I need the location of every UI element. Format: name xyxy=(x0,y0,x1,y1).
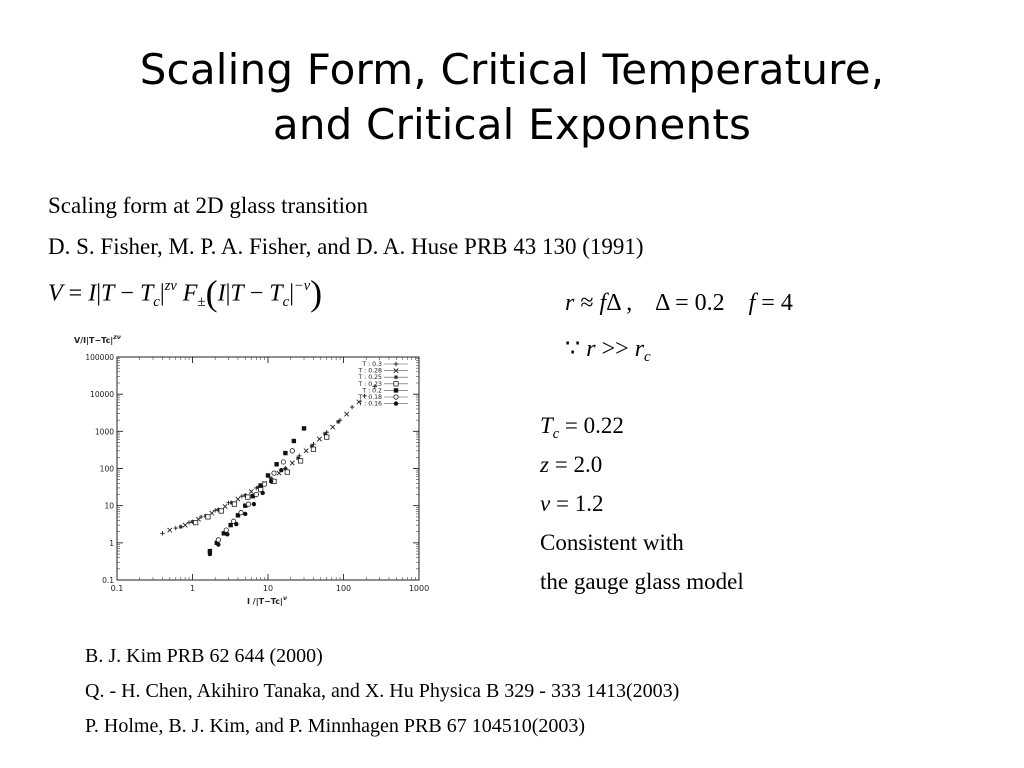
legend-label: T : 0.25 xyxy=(358,374,382,382)
data-point-series-4 xyxy=(274,462,278,466)
data-point-series-0 xyxy=(174,526,178,530)
condition-equation: r ≈ fΔ , Δ = 0.2 f = 4 xyxy=(565,290,793,316)
x-tick-label: 1 xyxy=(189,584,196,593)
data-point-series-1 xyxy=(304,449,308,453)
x-axis-label: I $/|T-Tc|^\nu$ xyxy=(247,595,287,606)
slide-title xyxy=(0,42,1024,152)
nu-result: ν = 1.2 xyxy=(540,491,604,516)
x-tick-label: 1000 xyxy=(408,584,430,593)
fisher-citation: D. S. Fisher, M. P. A. Fisher, and D. A. Huse PRB 43 130 (1991) xyxy=(48,234,644,259)
scaling-plot xyxy=(62,330,442,610)
data-point-series-5 xyxy=(216,538,220,542)
legend-marker xyxy=(394,388,398,392)
data-point-series-6 xyxy=(279,468,283,472)
tc-result: $T_c = 0.22$ xyxy=(540,413,624,442)
delta-value: 0.2 xyxy=(694,290,725,316)
data-point-series-3 xyxy=(325,435,329,439)
because-condition: ∵ $r >> r_c$ xyxy=(565,336,651,366)
legend-marker xyxy=(394,401,398,405)
scaling-form-heading: Scaling form at 2D glass transition xyxy=(48,193,369,218)
data-point-series-1 xyxy=(344,412,348,416)
data-point-series-2 xyxy=(179,525,183,529)
y-tick-label: 1 xyxy=(109,538,114,548)
z-value: 2.0 xyxy=(573,452,603,477)
data-point-series-5 xyxy=(224,528,228,532)
y-tick-label: 100 xyxy=(99,464,114,474)
data-point-series-3 xyxy=(232,502,236,506)
data-point-series-3 xyxy=(246,495,250,499)
data-point-series-6 xyxy=(225,532,229,536)
reference-kim: B. J. Kim PRB 62 644 (2000) xyxy=(85,645,323,667)
data-point-series-5 xyxy=(290,449,294,453)
y-tick-label: 100000 xyxy=(85,353,114,362)
data-point-series-1 xyxy=(249,489,253,493)
legend-marker xyxy=(394,375,398,379)
data-point-series-1 xyxy=(168,528,172,532)
data-point-series-6 xyxy=(234,522,238,526)
data-point-series-0 xyxy=(240,494,244,498)
title-line-1: Scaling Form, Critical Temperature, xyxy=(139,45,885,94)
data-point-series-0 xyxy=(160,531,164,535)
z-result: z = 2.0 xyxy=(540,452,603,477)
y-axis-label: $V/I|T-Tc|^{z\nu}$ xyxy=(74,334,121,345)
legend-label: T : 0.28 xyxy=(358,367,382,375)
legend-label: T : 0.3 xyxy=(362,361,382,368)
data-point-series-5 xyxy=(281,460,285,464)
legend-marker xyxy=(394,395,398,399)
data-point-series-5 xyxy=(246,502,250,506)
x-tick-label: 0.1 xyxy=(110,584,124,593)
data-point-series-0 xyxy=(187,520,191,524)
data-point-series-3 xyxy=(193,520,197,524)
data-point-series-6 xyxy=(216,542,220,546)
scaling-plot-svg xyxy=(62,330,442,610)
data-point-series-1 xyxy=(317,437,321,441)
data-point-series-6 xyxy=(243,512,247,516)
data-point-series-3 xyxy=(285,470,289,474)
nu-value: 1.2 xyxy=(574,491,604,516)
x-tick-label: 10 xyxy=(262,584,274,593)
reference-holme: P. Holme, B. J. Kim, and P. Minnhagen PRB 67 104510(2003) xyxy=(85,715,586,737)
legend-marker xyxy=(394,362,398,366)
y-tick-label: 10 xyxy=(104,501,114,511)
x-tick-label: 100 xyxy=(335,584,352,593)
data-point-series-1 xyxy=(236,497,240,501)
data-point-series-6 xyxy=(260,491,264,495)
legend-label: T : 0.23 xyxy=(358,380,382,388)
legend-label: T : 0.18 xyxy=(358,394,382,401)
data-point-series-4 xyxy=(266,473,270,477)
data-point-series-6 xyxy=(269,479,273,483)
legend-label: T : 0.16 xyxy=(358,400,382,408)
data-point-series-6 xyxy=(208,552,212,556)
data-point-series-3 xyxy=(206,515,210,519)
f-value: 4 xyxy=(780,290,793,316)
data-point-series-3 xyxy=(219,509,223,513)
data-point-series-0 xyxy=(213,508,217,512)
data-point-series-5 xyxy=(239,510,243,514)
data-point-series-4 xyxy=(292,439,296,443)
data-point-series-1 xyxy=(223,504,227,508)
data-point-series-1 xyxy=(290,461,294,465)
data-point-series-6 xyxy=(252,502,256,506)
y-tick-label: 10000 xyxy=(90,390,114,400)
gauge-glass-model-line: the gauge glass model xyxy=(540,569,744,594)
y-tick-label: 0.1 xyxy=(102,576,114,585)
data-point-series-1 xyxy=(331,425,335,429)
legend-marker xyxy=(394,382,398,386)
data-point-series-5 xyxy=(262,482,266,486)
data-point-series-1 xyxy=(183,523,187,527)
tc-value: 0.22 xyxy=(583,413,624,438)
data-point-series-3 xyxy=(298,459,302,463)
data-point-series-5 xyxy=(272,471,276,475)
data-point-series-4 xyxy=(283,451,287,455)
title-line-2: and Critical Exponents xyxy=(272,100,752,149)
scaling-form-equation: $V = I|T - T_c|^{z\nu}$ $F_\pm(I|T - T_c|^{-\nu})$ xyxy=(48,273,323,313)
reference-chen: Q. - H. Chen, Akihiro Tanaka, and X. Hu Physica B 329 - 333 1413(2003) xyxy=(85,680,680,702)
data-point-series-5 xyxy=(254,492,258,496)
data-point-series-4 xyxy=(228,523,232,527)
y-tick-label: 1000 xyxy=(94,427,114,437)
data-point-series-0 xyxy=(350,405,354,409)
legend-label: T : 0.2 xyxy=(362,387,382,395)
data-point-series-4 xyxy=(302,426,306,430)
consistent-with-line: Consistent with xyxy=(540,530,684,555)
data-point-series-3 xyxy=(311,447,315,451)
